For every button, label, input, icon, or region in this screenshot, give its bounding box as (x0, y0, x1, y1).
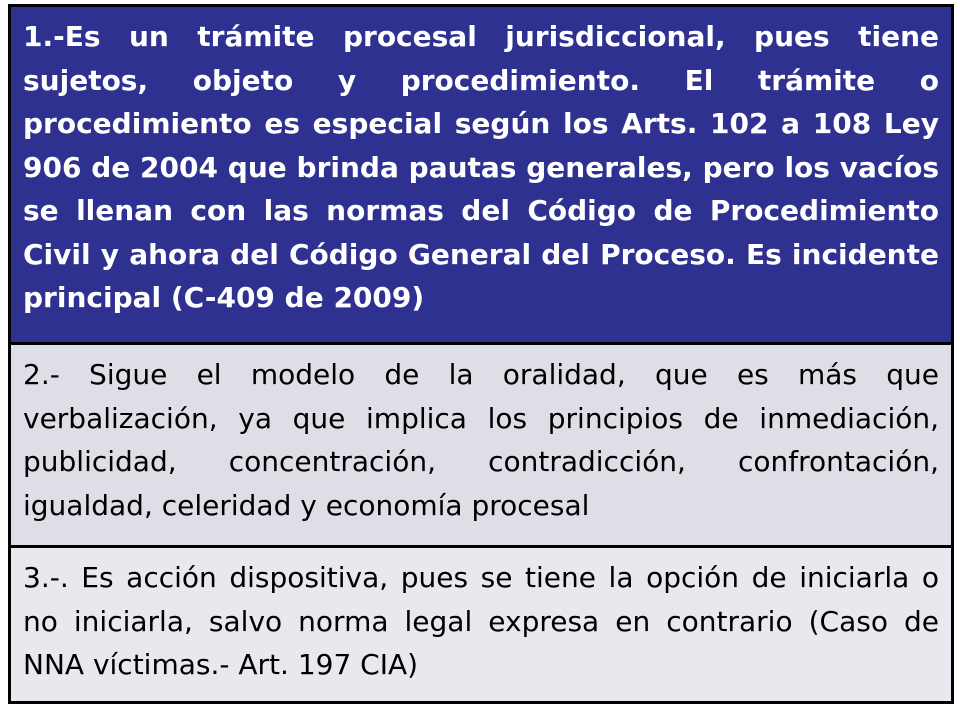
table-row-1 (11, 7, 951, 345)
row-3-text: 3.-. Es acción dispositiva, pues se tiene la opción de iniciarla o no iniciarla, salvo norma legal expresa en contrario (Caso de NNA víctimas.- Art. 197 CIA) (23, 561, 939, 681)
table-row-3 (11, 548, 951, 701)
row-2-text: 2.- Sigue el modelo de la oralidad, que es más que verbalización, ya que implica los principios de inmediación, publicidad, concentración, contradicción, confrontación, igualdad, celeridad y economía procesal (23, 358, 939, 522)
row-1-text: 1.-Es un trámite procesal jurisdiccional, pues tiene sujetos, objeto y procedimiento. El trámite o procedimiento es especial según los Arts. 102 a 108 Ley 906 de 2004 que brinda pautas generales, pero los vacíos se llenan con las normas del Código de Procedimiento Civil y ahora del Código General del Proceso. Es incidente principal (C-409 de 2009) (23, 20, 939, 314)
table-row-2 (11, 345, 951, 548)
content-table (8, 4, 954, 704)
